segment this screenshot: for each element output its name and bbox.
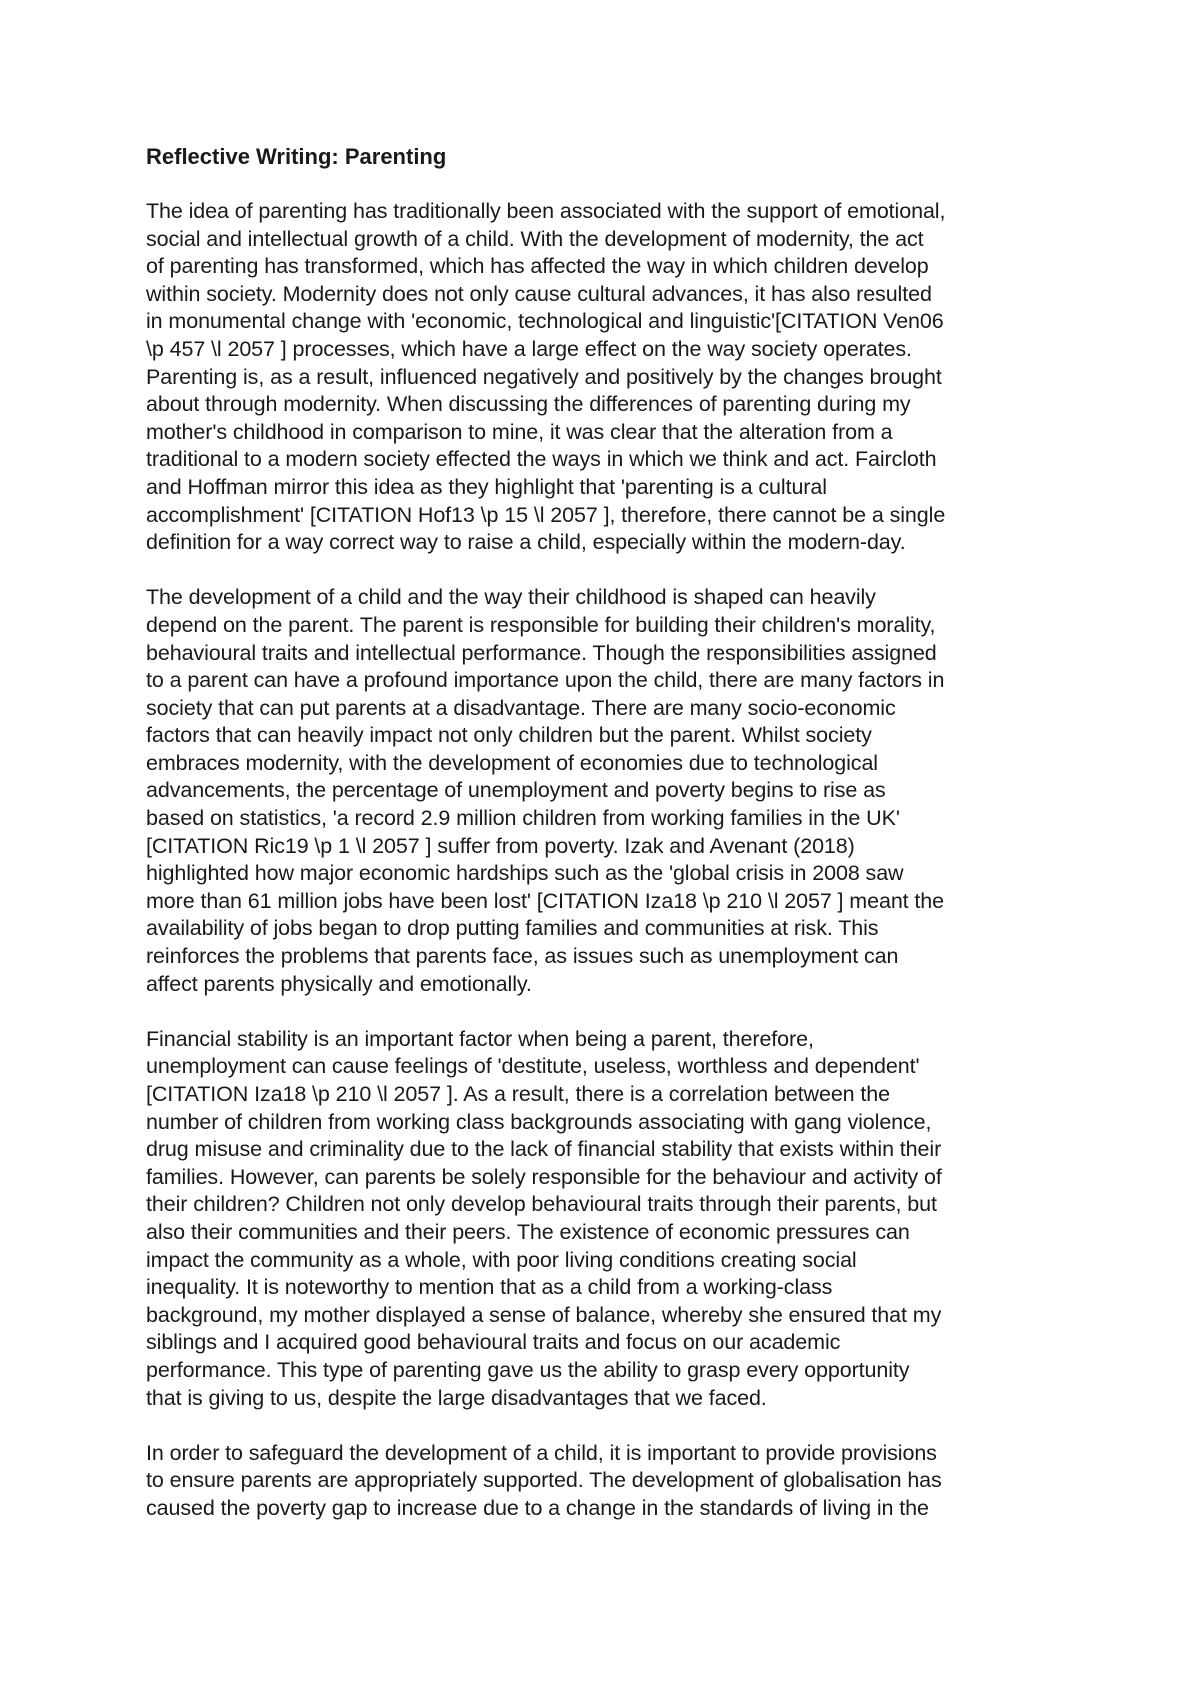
text-line: social and intellectual growth of a child. With the development of modernity, the act	[146, 226, 924, 251]
paragraph-list	[146, 198, 1076, 1523]
text-line: [CITATION Iza18 \p 210 \l 2057 ]. As a result, there is a correlation between the	[146, 1082, 890, 1106]
text-line: in monumental change with 'economic, technological and linguistic'[CITATION Ven06	[146, 309, 944, 334]
text-line: definition for a way correct way to raise a child, especially within the modern-day.	[146, 530, 906, 555]
document-body	[146, 143, 1076, 1550]
text-line: accomplishment' [CITATION Hof13 \p 15 \l 2057 ], therefore, there cannot be a single	[146, 502, 946, 527]
text-line: The idea of parenting has traditionally been associated with the support of emotional,	[146, 199, 946, 223]
text-line: background, my mother displayed a sense of balance, whereby she ensured that my	[146, 1302, 942, 1327]
text-line: mother's childhood in comparison to mine, it was clear that the alteration from a	[146, 419, 893, 444]
text-line: depend on the parent. The parent is responsible for building their children's morality,	[146, 612, 936, 637]
text-line: drug misuse and criminality due to the lack of financial stability that exists within their	[146, 1137, 942, 1162]
text-line: Parenting is, as a result, influenced negatively and positively by the changes brought	[146, 364, 942, 389]
text-line: within society. Modernity does not only cause cultural advances, it has also resulted	[146, 281, 932, 306]
text-line: The development of a child and the way their childhood is shaped can heavily	[146, 585, 876, 610]
text-line: based on statistics, 'a record 2.9 million children from working families in the UK'	[146, 806, 900, 831]
document-title: Reflective Writing: Parenting	[146, 144, 447, 169]
text-line: number of children from working class backgrounds associating with gang violence,	[146, 1109, 932, 1134]
text-line: also their communities and their peers. The existence of economic pressures can	[146, 1219, 910, 1244]
text-line: embraces modernity, with the development of economies due to technological	[146, 750, 878, 775]
text-line: performance. This type of parenting gave us the ability to grasp every opportunity	[146, 1357, 910, 1382]
text-line: unemployment can cause feelings of 'destitute, useless, worthless and dependent'	[146, 1054, 920, 1079]
text-line: behavioural traits and intellectual performance. Though the responsibilities assigned	[146, 640, 937, 665]
text-line: impact the community as a whole, with poor living conditions creating social	[146, 1247, 857, 1272]
text-line: more than 61 million jobs have been lost' [CITATION Iza18 \p 210 \l 2057 ] meant the	[146, 888, 945, 913]
text-line: traditional to a modern society effected the ways in which we think and act. Faircloth	[146, 447, 937, 472]
text-line: In order to safeguard the development of a child, it is important to provide provisions	[146, 1440, 937, 1465]
text-line: of parenting has transformed, which has affected the way in which children develop	[146, 254, 929, 279]
text-line: factors that can heavily impact not only children but the parent. Whilst society	[146, 723, 872, 748]
paragraph	[146, 1440, 1076, 1523]
text-line: reinforces the problems that parents face, as issues such as unemployment can	[146, 944, 899, 969]
text-line: caused the poverty gap to increase due to a change in the standards of living in the	[146, 1495, 929, 1520]
text-line: affect parents physically and emotionally.	[146, 971, 532, 996]
text-line: about through modernity. When discussing the differences of parenting during my	[146, 392, 911, 417]
text-line: and Hoffman mirror this idea as they highlight that 'parenting is a cultural	[146, 474, 827, 499]
paragraph	[146, 584, 1076, 998]
text-line: availability of jobs began to drop putting families and communities at risk. This	[146, 916, 879, 941]
text-line: highlighted how major economic hardships such as the 'global crisis in 2008 saw	[146, 861, 904, 886]
text-line: inequality. It is noteworthy to mention that as a child from a working-class	[146, 1275, 833, 1300]
text-line: that is giving to us, despite the large disadvantages that we faced.	[146, 1385, 767, 1410]
text-line: Financial stability is an important factor when being a parent, therefore,	[146, 1026, 814, 1051]
text-line: siblings and I acquired good behavioural traits and focus on our academic	[146, 1330, 841, 1355]
text-line: their children? Children not only develop behavioural traits through their parents, but	[146, 1192, 937, 1217]
paragraph	[146, 198, 1076, 557]
text-line: advancements, the percentage of unemployment and poverty begins to rise as	[146, 778, 886, 803]
paragraph	[146, 1026, 1076, 1412]
text-line: [CITATION Ric19 \p 1 \l 2057 ] suffer from poverty. Izak and Avenant (2018)	[146, 833, 855, 858]
text-line: to a parent can have a profound importance upon the child, there are many factors in	[146, 668, 945, 693]
text-line: \p 457 \l 2057 ] processes, which have a large effect on the way society operates.	[146, 336, 912, 361]
text-line: to ensure parents are appropriately supported. The development of globalisation has	[146, 1468, 942, 1493]
text-line: families. However, can parents be solely responsible for the behaviour and activity of	[146, 1164, 942, 1189]
text-line: society that can put parents at a disadvantage. There are many socio-economic	[146, 695, 896, 720]
